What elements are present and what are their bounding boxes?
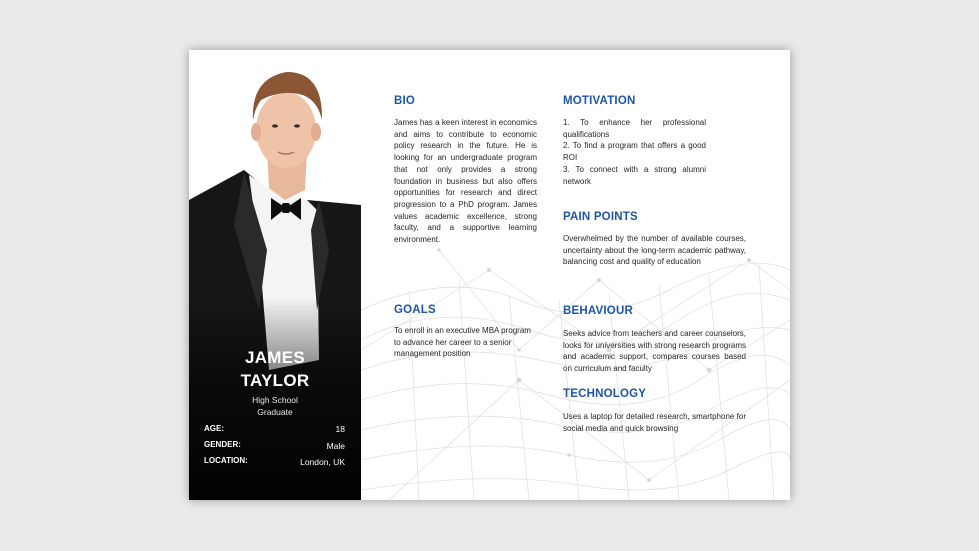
location-label: LOCATION: bbox=[204, 456, 248, 465]
behaviour-text: Seeks advice from teachers and career counselors, looks for universities with strong research programs and academic support, compares courses based on curriculum and faculty bbox=[563, 329, 746, 374]
goals-heading: GOALS bbox=[394, 304, 436, 316]
portrait-panel bbox=[189, 50, 361, 500]
age-value: 18 bbox=[335, 424, 345, 434]
motivation-heading: MOTIVATION bbox=[563, 95, 636, 107]
subtitle-line-1: High School bbox=[252, 395, 298, 405]
motivation-list bbox=[563, 117, 706, 187]
motivation-item: 1. To enhance her professional qualifications bbox=[563, 118, 706, 139]
location-value: London, UK bbox=[300, 457, 345, 467]
persona-last-name: TAYLOR bbox=[240, 371, 310, 390]
goals-text: To enroll in an executive MBA program to advance her career to a senior management position bbox=[394, 326, 531, 359]
technology-text: Uses a laptop for detailed research, smartphone for social media and quick browsing bbox=[563, 412, 746, 433]
motivation-item: 3. To connect with a strong alumni network bbox=[563, 164, 706, 186]
subtitle-line-2: Graduate bbox=[257, 407, 293, 417]
age-label: AGE: bbox=[204, 424, 224, 433]
persona-subtitle bbox=[189, 394, 361, 418]
motivation-item: 2. To find a program that offers a good ROI bbox=[563, 141, 706, 163]
persona-first-name: JAMES bbox=[244, 348, 306, 367]
bio-text: James has a keen interest in economics and aims to contribute to economic policy research in the future. He is looking for an undergraduate program that not only provides a strong foundation in business but also offers opportunities for research and direct progression to a PhD program. James values academic excellence, strong faculty, and a supportive learning environment. bbox=[394, 118, 537, 245]
gender-label: GENDER: bbox=[204, 440, 241, 449]
behaviour-heading: BEHAVIOUR bbox=[563, 305, 633, 317]
pain-points-text: Overwhelmed by the number of available courses, uncertainty about the long-term academic pathway, balancing cost and quality of education bbox=[563, 234, 746, 267]
technology-heading: TECHNOLOGY bbox=[563, 388, 647, 400]
bio-heading: BIO bbox=[394, 95, 416, 107]
gender-value: Male bbox=[326, 441, 345, 451]
persona-card bbox=[189, 50, 790, 500]
pain-points-heading: PAIN POINTS bbox=[563, 211, 638, 223]
